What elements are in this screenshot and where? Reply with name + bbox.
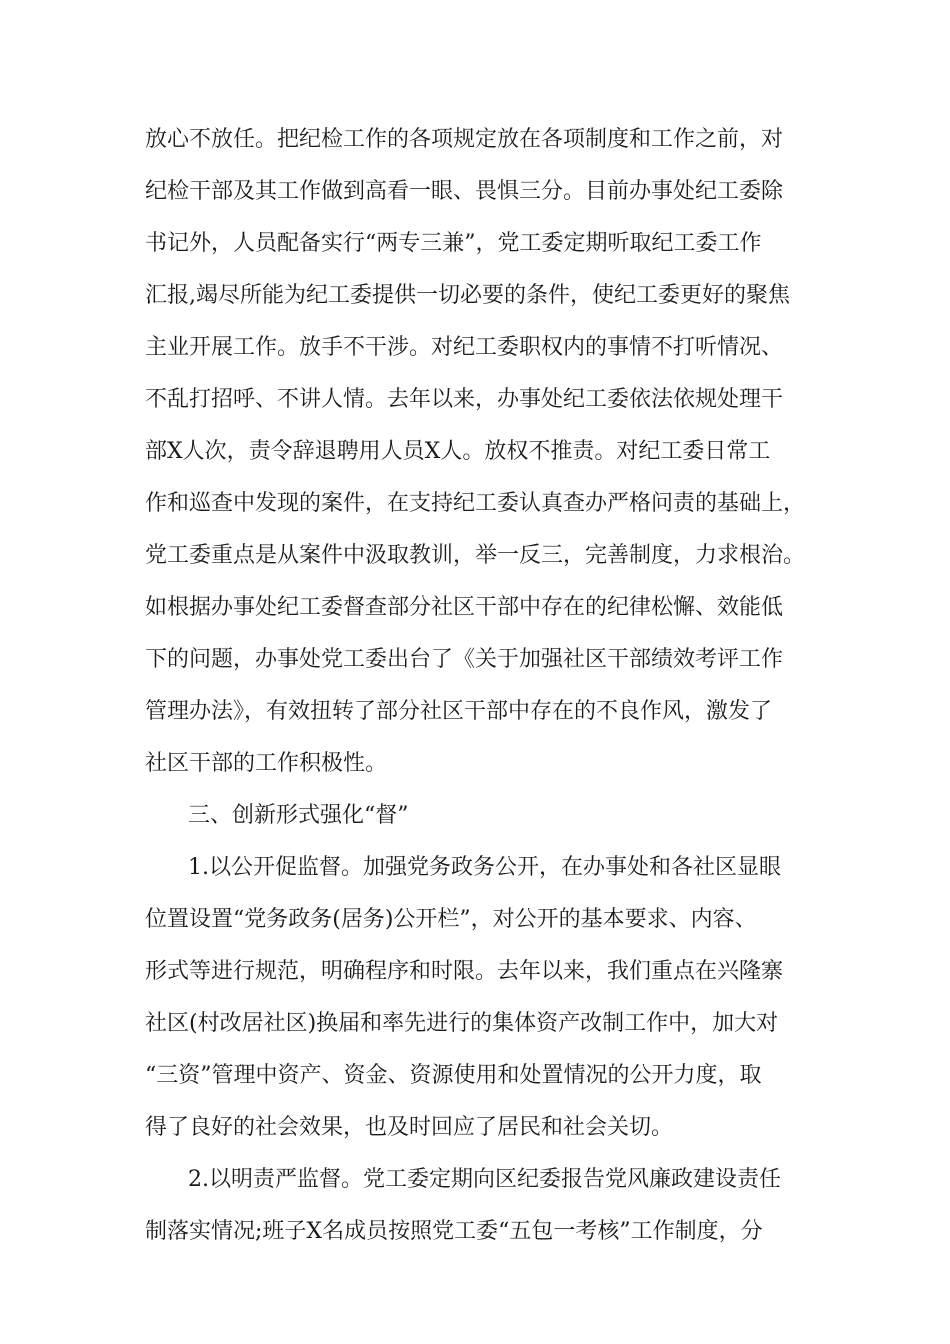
text-line: 形式等进行规范，明确程序和时限。去年以来，我们重点在兴隆寨 — [145, 959, 784, 984]
paragraph-start: 1.以公开促监督。加强党务政务公开，在办事处和各社区显眼 — [188, 855, 781, 880]
text-line: 得了良好的社会效果，也及时回应了居民和社会关切。 — [145, 1115, 674, 1140]
text-line: 党工委重点是从案件中汲取教训，举一反三，完善制度，力求根治。 — [145, 543, 806, 568]
text-line: 下的问题，办事处党工委出台了《关于加强社区干部绩效考评工作 — [145, 647, 784, 672]
text-line: 位置设置“党务政务(居务)公开栏”，对公开的基本要求、内容、 — [145, 907, 757, 932]
text-line: 不乱打招呼、不讲人情。去年以来，办事处纪工委依法依规处理干 — [145, 387, 784, 412]
text-line: 如根据办事处纪工委督查部分社区干部中存在的纪律松懈、效能低 — [145, 595, 784, 620]
text-line: 主业开展工作。放手不干涉。对纪工委职权内的事情不打听情况、 — [145, 335, 784, 360]
text-line: 社区(村改居社区)换届和率先进行的集体资产改制工作中，加大对 — [145, 1011, 779, 1036]
text-line: “三资”管理中资产、资金、资源使用和处置情况的公开力度，取 — [145, 1063, 762, 1088]
text-line: 部X人次，责令辞退聘用人员X人。放权不推责。对纪工委日常工 — [145, 439, 771, 464]
text-line: 纪检干部及其工作做到高看一眼、畏惧三分。目前办事处纪工委除 — [145, 179, 784, 204]
text-line: 汇报,竭尽所能为纪工委提供一切必要的条件，使纪工委更好的聚焦 — [145, 283, 790, 308]
text-line: 书记外，人员配备实行“两专三兼”，党工委定期听取纪工委工作 — [145, 231, 762, 256]
text-line: 放心不放任。把纪检工作的各项规定放在各项制度和工作之前，对 — [145, 127, 784, 152]
text-line: 社区干部的工作积极性。 — [145, 751, 388, 776]
section-heading: 三、创新形式强化“督” — [188, 803, 409, 828]
paragraph-start: 2.以明责严监督。党工委定期向区纪委报告党风廉政建设责任 — [188, 1167, 781, 1192]
text-line: 作和巡查中发现的案件，在支持纪工委认真查办严格问责的基础上， — [145, 491, 806, 516]
text-line: 管理办法》，有效扭转了部分社区干部中存在的不良作风，激发了 — [145, 699, 773, 724]
text-line: 制落实情况;班子X名成员按照党工委“五包一考核”工作制度，分 — [145, 1219, 763, 1244]
